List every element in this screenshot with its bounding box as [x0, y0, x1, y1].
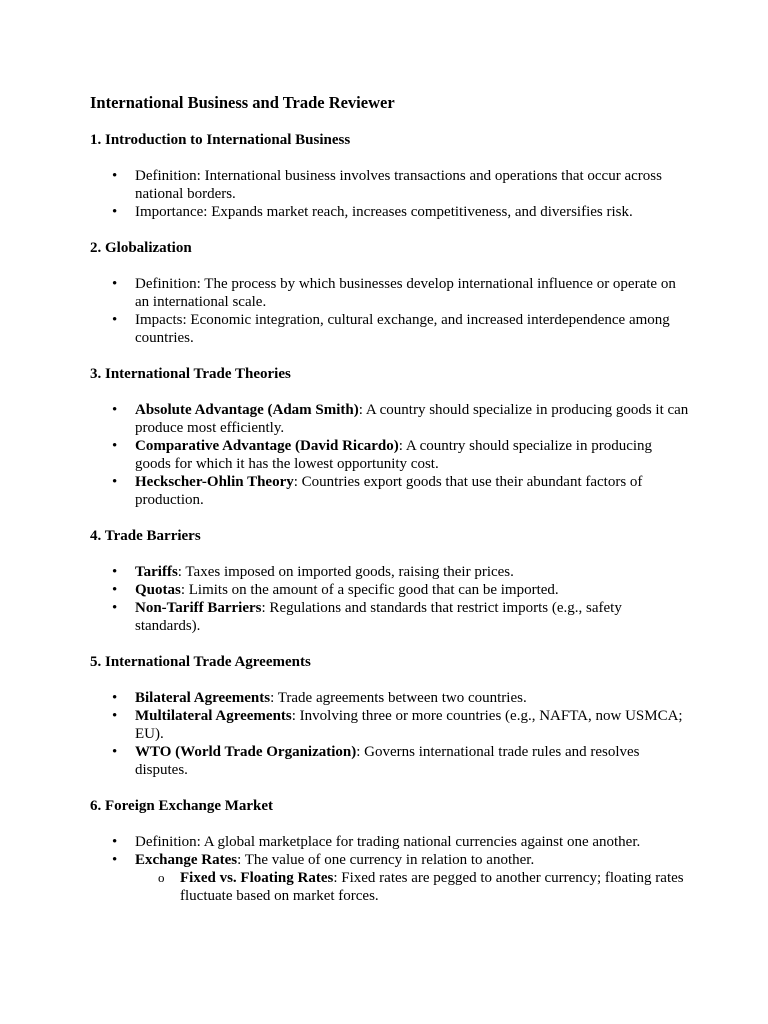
list-item [90, 311, 690, 347]
list-item [90, 707, 690, 743]
section-list-globalization [90, 275, 690, 347]
list-item [90, 563, 690, 581]
document-page [90, 92, 690, 905]
section-list-foreign-exchange [90, 833, 690, 905]
list-item [90, 743, 690, 779]
item-term: Exchange Rates [135, 852, 238, 868]
item-text: : Governs international trade rules and resolves disputes. [135, 744, 640, 778]
section-list-trade-agreements [90, 689, 690, 779]
item-term: Heckscher-Ohlin Theory [135, 474, 294, 490]
section-heading-trade-barriers: 4. Trade Barriers [90, 528, 201, 544]
document-title: International Business and Trade Reviewer [90, 93, 395, 112]
section-list-trade-theories [90, 401, 690, 509]
list-item [90, 833, 690, 851]
list-item [90, 167, 690, 203]
item-text: : Limits on the amount of a specific good that can be imported. [180, 582, 559, 598]
section-list-introduction [90, 167, 690, 221]
sub-list [135, 869, 690, 905]
item-text: Importance: Expands market reach, increases competitiveness, and diversifies risk. [135, 204, 633, 220]
item-term: Absolute Advantage (Adam Smith) [135, 402, 359, 418]
item-text: : Countries export goods that use their abundant factors of production. [135, 474, 643, 508]
list-item [90, 437, 690, 473]
list-item [90, 401, 690, 437]
item-text: Definition: A global marketplace for trading national currencies against one another. [135, 834, 641, 850]
list-item [90, 275, 690, 311]
item-text: : Trade agreements between two countries. [270, 690, 527, 706]
item-text: Impacts: Economic integration, cultural exchange, and increased interdependence among countries. [135, 312, 670, 346]
list-item [90, 473, 690, 509]
item-text: Definition: International business involves transactions and operations that occur across national borders. [135, 168, 662, 202]
item-text: : Regulations and standards that restrict imports (e.g., safety standards). [135, 600, 622, 634]
section-heading-trade-theories: 3. International Trade Theories [90, 366, 291, 382]
item-term: WTO (World Trade Organization) [135, 744, 357, 760]
item-term: Fixed vs. Floating Rates [180, 870, 334, 886]
section-heading-globalization: 2. Globalization [90, 240, 192, 256]
item-text: : Taxes imposed on imported goods, raising their prices. [177, 564, 514, 580]
section-heading-trade-agreements: 5. International Trade Agreements [90, 654, 311, 670]
list-item [90, 581, 690, 599]
section-heading-foreign-exchange: 6. Foreign Exchange Market [90, 798, 274, 814]
item-text: : Involving three or more countries (e.g., NAFTA, now USMCA; EU). [135, 708, 683, 742]
section-heading-introduction: 1. Introduction to International Business [90, 132, 351, 148]
item-term: Quotas [135, 582, 181, 598]
list-item [90, 203, 690, 221]
item-term: Comparative Advantage (David Ricardo) [135, 438, 399, 454]
list-item [90, 851, 690, 905]
item-term: Tariffs [135, 564, 178, 580]
item-text: : A country should specialize in producing goods it can produce most efficiently. [135, 402, 689, 436]
item-text: : A country should specialize in producing goods for which it has the lowest opportunity cost. [135, 438, 653, 472]
item-text: Definition: The process by which businesses develop international influence or operate on an international scale. [135, 276, 676, 310]
list-item [90, 599, 690, 635]
list-item [90, 689, 690, 707]
item-text: : The value of one currency in relation to another. [237, 852, 535, 868]
section-list-trade-barriers [90, 563, 690, 635]
item-term: Multilateral Agreements [135, 708, 292, 724]
sub-list-item [135, 869, 690, 905]
item-term: Bilateral Agreements [135, 690, 271, 706]
item-term: Non-Tariff Barriers [135, 600, 262, 616]
item-text: : Fixed rates are pegged to another currency; floating rates fluctuate based on market forces. [180, 870, 684, 904]
